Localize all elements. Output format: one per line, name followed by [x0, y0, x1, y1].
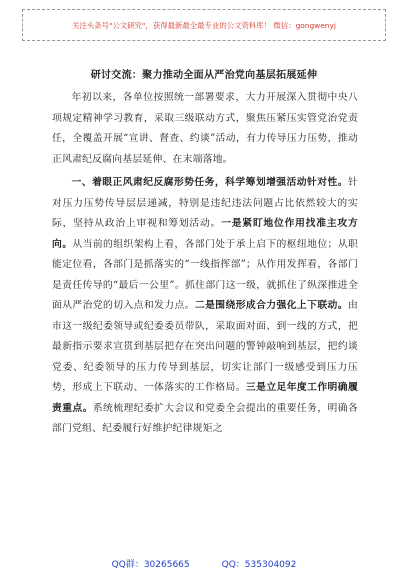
section-1-text: 针对压力压势传导层层递减，特别是违纪违法问题占比依然较大的实际，坚持从政治上审视和筹划活动。 [52, 177, 358, 229]
footer-qq-group: QQ群：30265665 [111, 560, 190, 570]
section-1-paragraph [52, 173, 358, 440]
header-notice-text: 关注头条号"公文研究"，获得最新最全最专业的公文资料库！ 微信：gongwenyj [72, 20, 336, 30]
footer-contacts [0, 557, 408, 570]
footer-qq-number: QQ：535304092 [221, 560, 297, 570]
header-notice-box [22, 9, 386, 41]
document-title: 研讨交流：聚力推动全面从严治党向基层拓展延伸 [90, 70, 318, 81]
intro-paragraph: 年初以来，各单位按照统一部署要求，大力开展深入贯彻中央八项规定精神学习教育，采取三级联动方式，聚焦压紧压实管党治党责任，全覆盖开展“宣讲、督查、约谈”活动，有力传导压力压势，推动正风肃纪反腐向基层延伸、在末端落地。 [52, 92, 358, 165]
subpoint-1-text: 从当前的组织架构上看，各部门处于承上启下的枢纽地位；从职能定位看，各部门是抓落实的“一线指挥部”；从作用发挥看，各部门是责任传导的“最后一公里”。抓住部门这一级，就抓住了纵深推进全面从严治党的切入点和发力点。 [52, 238, 359, 311]
subpoint-1-heading: 一是紧盯地位作用找准主攻方向。 [52, 218, 359, 250]
document-body [52, 88, 358, 443]
subpoint-3-heading: 三是立足年度工作明确履责重点。 [52, 382, 359, 414]
section-1-heading: 一、着眼正风肃纪反腐形势任务，科学筹划增强活动针对性。 [71, 177, 348, 188]
subpoint-2-text: 由市这一级纪委领导或纪委委员带队，采取面对面、到一线的方式，把最新指示要求宣贯到基层把存在突出问题的警钟敲响到基层，把约谈党委、纪委领导的压力传导到基层，切实让部门一级感受到压力压势，形成上下联动、一体落实的工作格局。 [52, 300, 359, 393]
subpoint-2-heading: 二是围绕形成合力强化上下联动。 [194, 300, 348, 311]
subpoint-3-text: 系统梳理纪委扩大会议和党委全会提出的重要任务，明确各部门党组、纪委履行好维护纪律规矩之 [52, 402, 359, 434]
